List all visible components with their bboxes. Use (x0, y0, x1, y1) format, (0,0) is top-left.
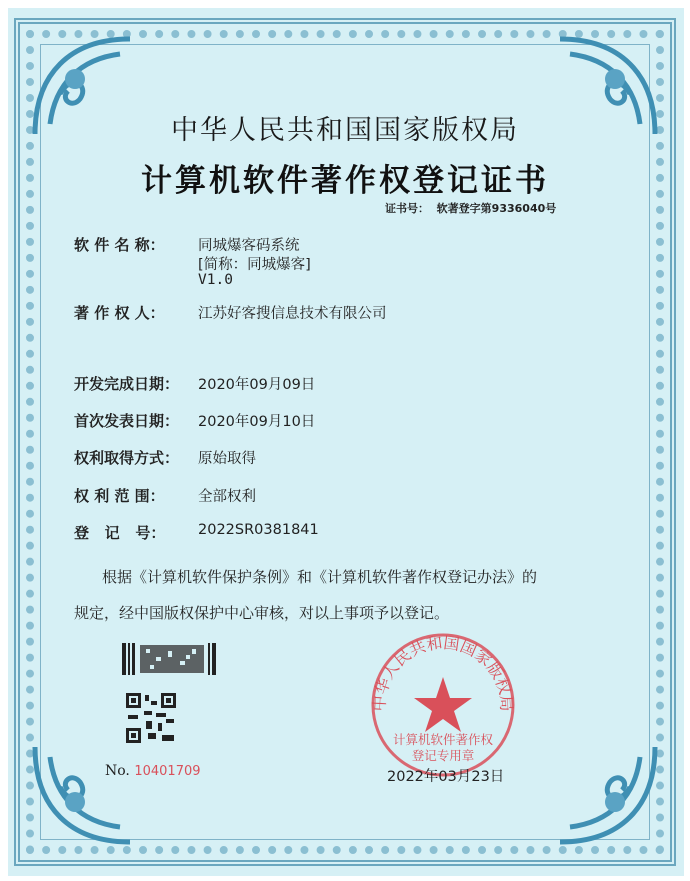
issuer-title: 中华人民共和国国家版权局 (171, 115, 519, 146)
corner-ornament-bottom-left (30, 737, 140, 847)
registration-number: 2022SR0381841 (198, 522, 319, 538)
field-label-reg-no: 登 记 号： (74, 524, 166, 542)
field-label-completion-date: 开发完成日期： (74, 375, 180, 393)
barcode (122, 643, 216, 675)
software-version: V1.0 (198, 272, 233, 288)
corner-ornament-bottom-right (550, 737, 660, 847)
acquisition-method: 原始取得 (198, 451, 256, 467)
publish-date: 2020年09月10日 (198, 414, 316, 430)
serial-number (105, 763, 201, 779)
copyright-owner: 江苏好客搜信息技术有限公司 (198, 306, 387, 322)
qr-code (126, 693, 176, 743)
field-label-software-name: 软 件 名 称： (74, 236, 165, 254)
seal-ring-text: 中华人民共和国国家版权局 (370, 633, 516, 712)
seal-star-icon (414, 677, 472, 732)
field-label-owner: 著 作 权 人： (74, 304, 165, 322)
completion-date: 2020年09月09日 (198, 377, 316, 393)
rights-scope: 全部权利 (198, 489, 256, 505)
cert-no-value: 软著登字第9336040号 (436, 202, 557, 215)
field-label-acquisition: 权利取得方式： (74, 449, 180, 467)
software-short-name: [简称：同城爆客] (198, 257, 311, 273)
certificate-title: 计算机软件著作权登记证书 (141, 163, 549, 199)
official-seal (370, 632, 516, 778)
field-label-scope: 权 利 范 围： (74, 487, 165, 505)
software-name: 同城爆客码系统 (198, 238, 300, 254)
cert-no-label: 证书号： (385, 202, 429, 215)
serial-prefix: No. (105, 763, 130, 779)
serial-value: 10401709 (134, 764, 201, 779)
seal-line-1: 计算机软件著作权 (392, 732, 494, 747)
field-label-publish-date: 首次发表日期： (74, 412, 180, 430)
statement-line-2: 规定，经中国版权保护中心审核，对以上事项予以登记。 (74, 604, 450, 622)
seal-line-2: 登记专用章 (411, 748, 475, 763)
issue-date: 2022年03月23日 (387, 769, 505, 785)
statement-line-1: 根据《计算机软件保护条例》和《计算机软件著作权登记办法》的 (102, 568, 538, 586)
certificate-number (385, 200, 556, 216)
